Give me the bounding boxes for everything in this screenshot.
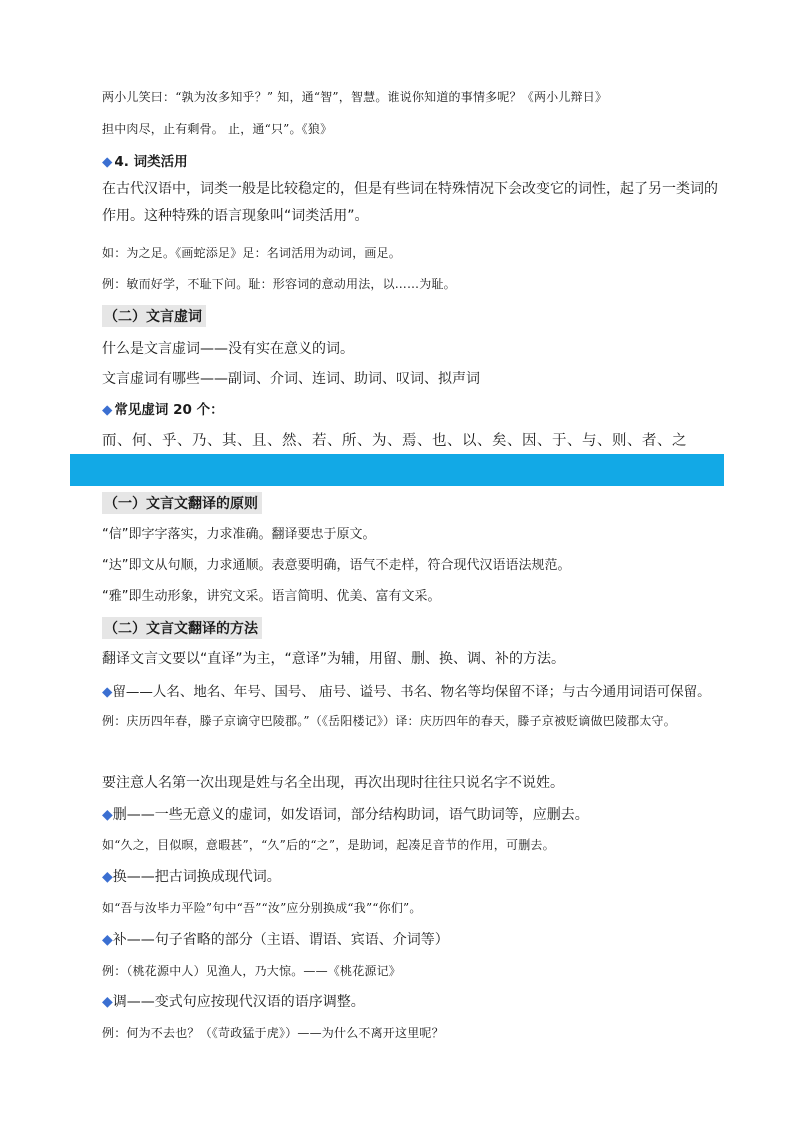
word-list: 而、何、乎、乃、其、且、然、若、所、为、焉、也、以、矣、因、于、与、则、者、之: [102, 433, 687, 449]
section-heading: （一）文言文翻译的原则: [102, 492, 262, 514]
heading-text: 常见虚词 20 个：: [114, 402, 224, 418]
diamond-bullet-icon: ◆: [102, 869, 113, 885]
diamond-bullet-icon: ◆: [102, 684, 113, 700]
example-line: 例：何为不去也？（《苛政猛于虎》）——为什么不离开这里呢？: [102, 1026, 444, 1040]
method-text: 补——句子省略的部分（主语、谓语、宾语、介词等）: [112, 932, 449, 948]
text-line: 文言虚词有哪些——副词、介词、连词、助词、叹词、拟声词: [102, 371, 480, 387]
text-line: “达”即文从句顺，力求通顺。表意要明确，语气不走样，符合现代汉语语法规范。: [102, 558, 571, 573]
diamond-bullet-icon: ◆: [102, 154, 113, 170]
text-line: 要注意人名第一次出现是姓与名全出现，再次出现时往往只说名字不说姓。: [102, 775, 564, 791]
section-heading: （二）文言虚词: [102, 305, 206, 327]
method-text: 删——一些无意义的虚词，如发语词，部分结构助词，语气助词等，应删去。: [112, 807, 589, 823]
heading-text: 4. 词类活用: [114, 154, 188, 170]
method-replace: [102, 866, 281, 886]
section-heading: （二）文言文翻译的方法: [102, 617, 262, 639]
text-line: 担中肉尽，止有剩骨。 止，通“只”。《狼》: [102, 122, 333, 136]
example-line: 例：庆历四年春，滕子京谪守巴陵郡。”（《岳阳楼记》）译：庆历四年的春天，滕子京被贬谪做巴陵郡太守。: [102, 714, 676, 728]
heading-4: [102, 150, 188, 170]
text-line: “信”即字字落实，力求准确。翻译要忠于原文。: [102, 527, 376, 542]
section-divider-band: [70, 454, 724, 486]
example-line: 如“吾与汝毕力平险”句中“吾”“汝”应分别换成“我”“你们”。: [102, 901, 422, 915]
diamond-bullet-icon: ◆: [102, 932, 113, 948]
text-line: 两小儿笑曰：“孰为汝多知乎？” 知，通“智”，智慧。谁说你知道的事情多呢？《两小儿辩日》: [102, 90, 608, 104]
method-text: 换——把古词换成现代词。: [112, 869, 281, 885]
example-line: 如：为之足。《画蛇添足》足：名词活用为动词，画足。: [102, 246, 402, 260]
diamond-bullet-icon: ◆: [102, 994, 113, 1010]
paragraph: 在古代汉语中，词类一般是比较稳定的，但是有些词在特殊情况下会改变它的词性，起了另一类词的作用。这种特殊的语言现象叫“词类活用”。: [102, 181, 718, 224]
text-line: “雅”即生动形象，讲究文采。语言简明、优美、富有文采。: [102, 589, 441, 604]
heading-common-words: [102, 398, 224, 418]
example-line: 例：敏而好学，不耻下问。耻：形容词的意动用法，以……为耻。: [102, 277, 456, 291]
method-supplement: [102, 929, 449, 949]
example-line: 例：（桃花源中人）见渔人，乃大惊。——《桃花源记》: [102, 964, 402, 978]
method-reorder: [102, 991, 365, 1011]
method-text: 留——人名、地名、年号、国号、 庙号、谥号、书名、物名等均保留不译；与古今通用词语可保留。: [112, 684, 711, 700]
text-line: 翻译文言文要以“直译”为主，“意译”为辅，用留、删、换、调、补的方法。: [102, 651, 566, 667]
method-keep: [102, 680, 711, 700]
diamond-bullet-icon: ◆: [102, 402, 113, 418]
diamond-bullet-icon: ◆: [102, 807, 113, 823]
example-line: 如“久之，目似暝，意暇甚”，“久”后的“之”，是助词，起凑足音节的作用，可删去。: [102, 838, 555, 852]
text-line: 什么是文言虚词——没有实在意义的词。: [102, 341, 354, 357]
method-text: 调——变式句应按现代汉语的语序调整。: [112, 994, 365, 1010]
method-delete: [102, 804, 589, 824]
